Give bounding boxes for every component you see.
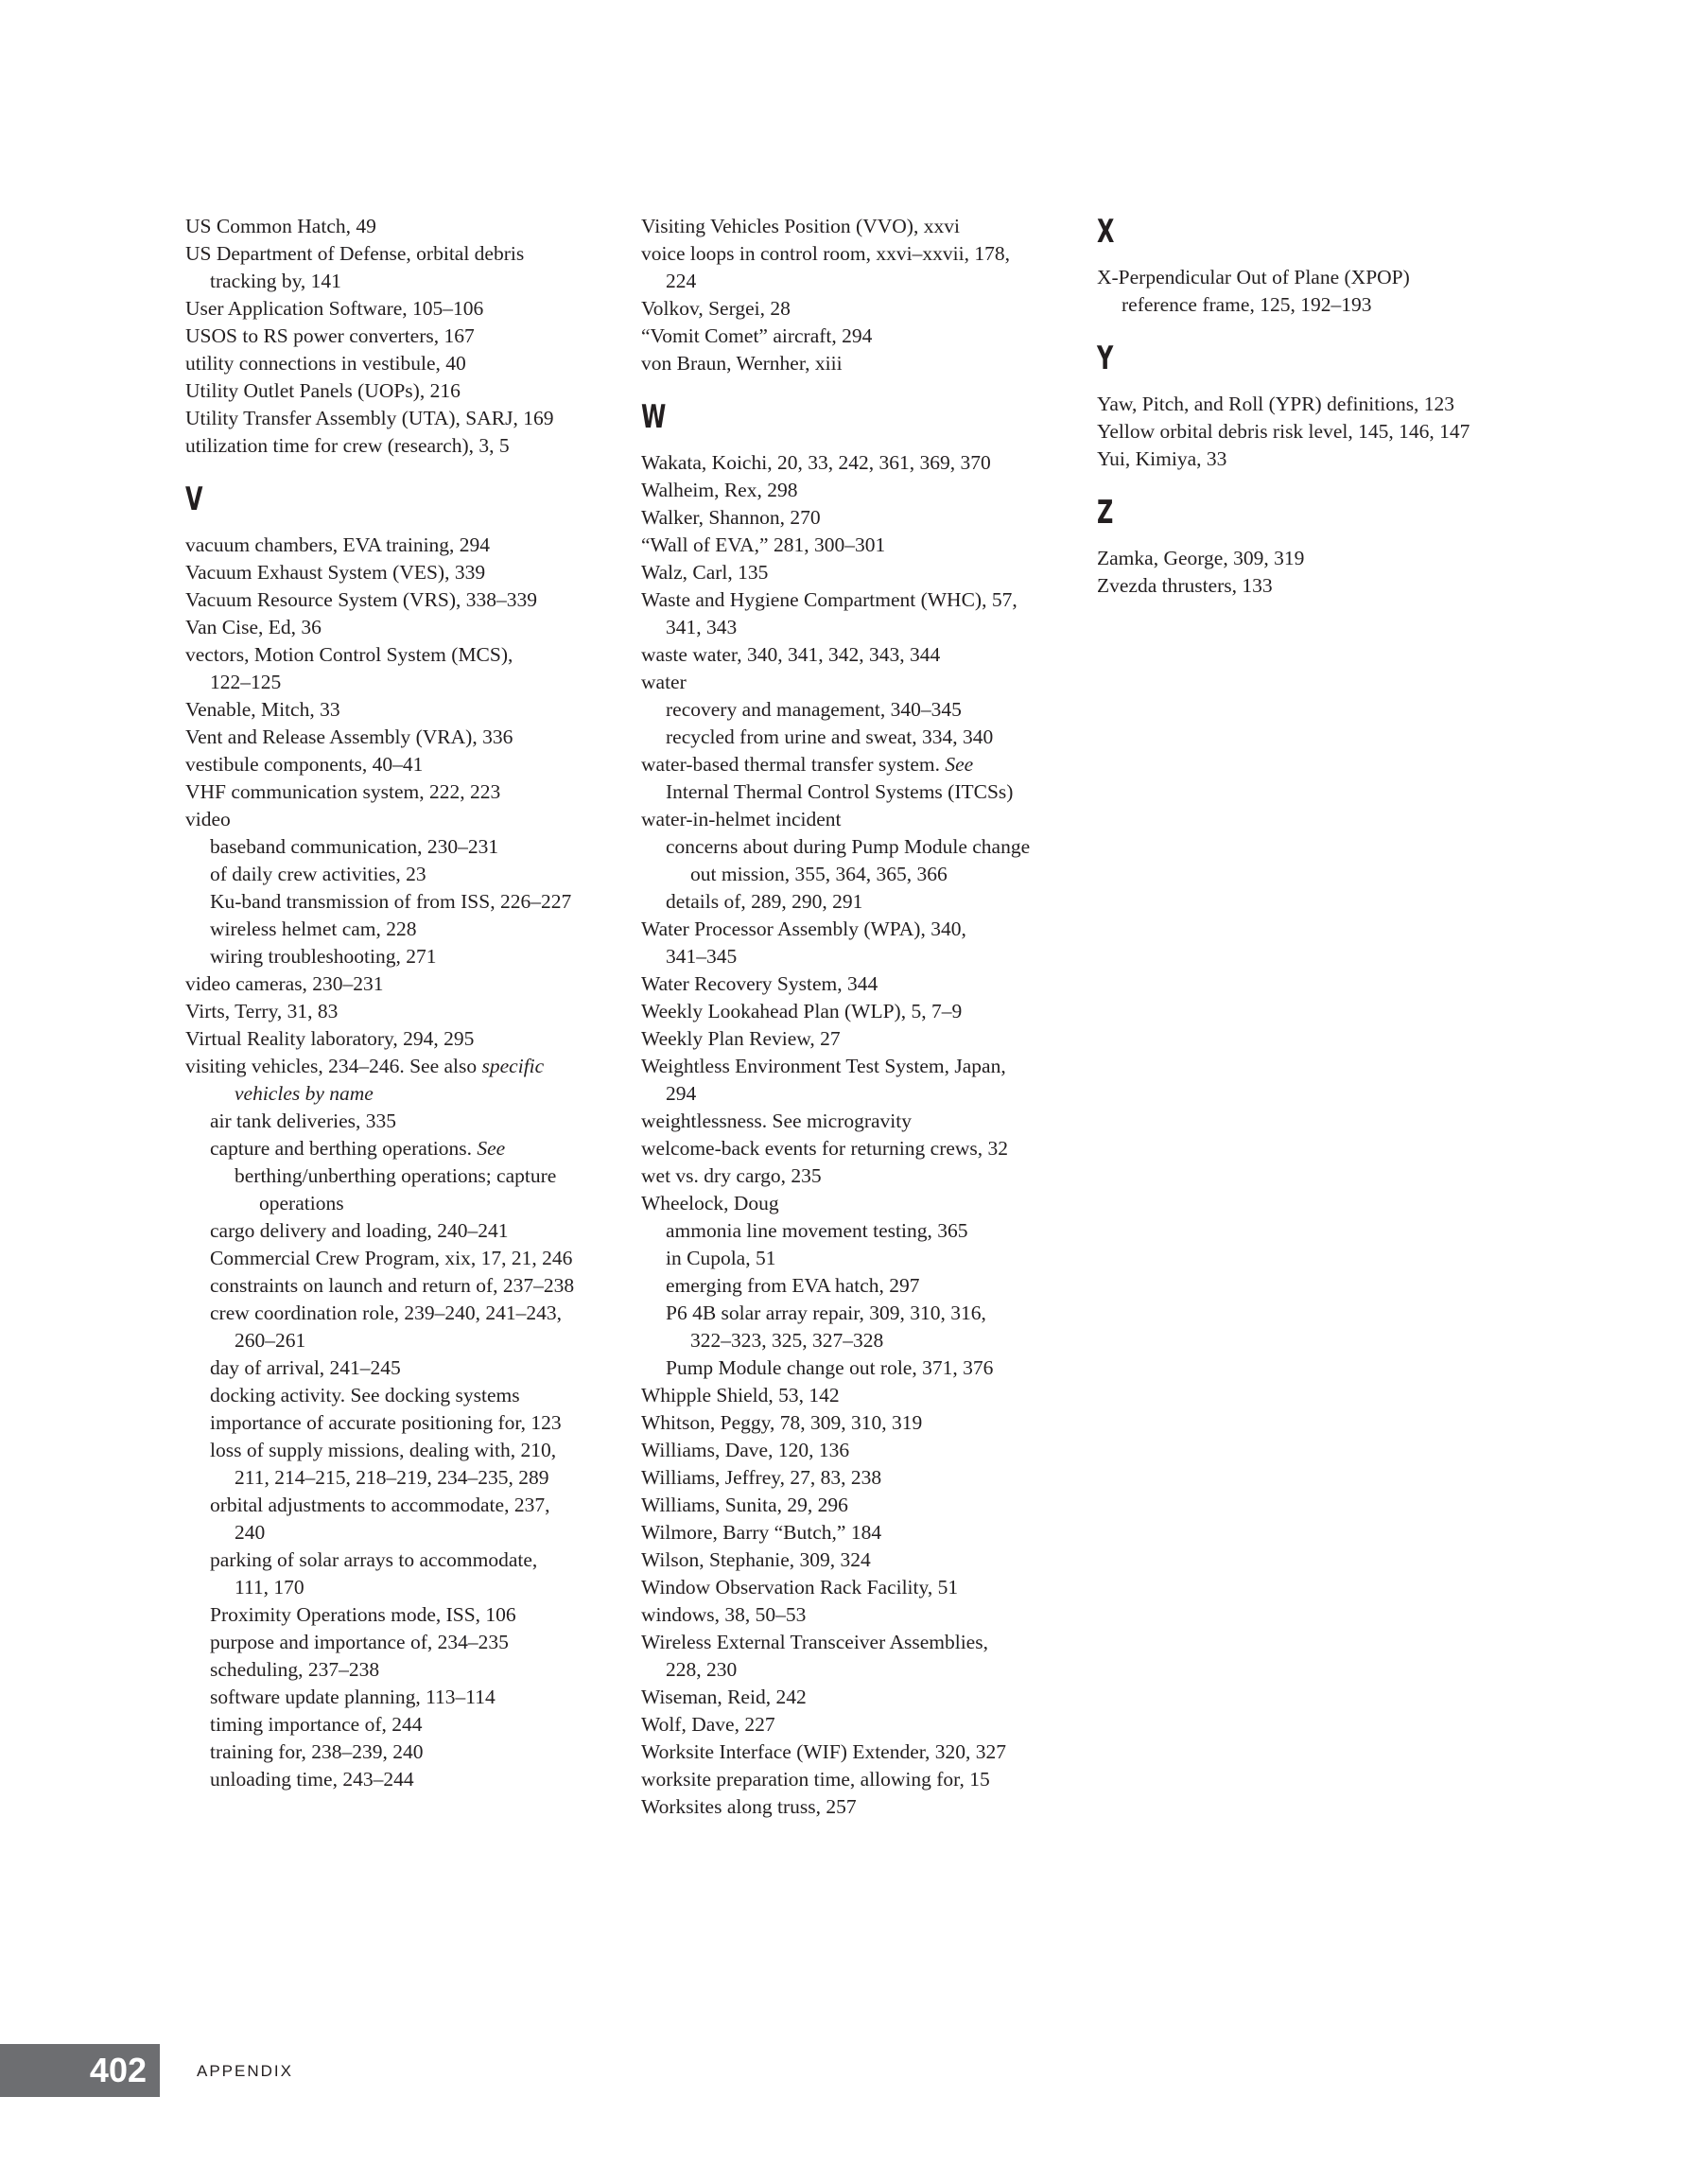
index-entry (185, 405, 611, 432)
section-label: APPENDIX (197, 2062, 293, 2080)
entry-text: Virtual Reality laboratory, 294, 295 (185, 1027, 475, 1050)
entry-text: Vent and Release Assembly (VRA), 336 (185, 725, 513, 748)
entry-text: berthing/unberthing operations; capture (235, 1164, 557, 1187)
index-subentry (641, 888, 1067, 916)
index-entry (185, 778, 611, 806)
entry-text: constraints on launch and return of, 237–238 (210, 1274, 575, 1297)
entry-italic-text: specific (481, 1055, 545, 1077)
index-letter-heading: Z (1097, 494, 1114, 532)
entry-text: Vacuum Resource System (VRS), 338–339 (185, 588, 538, 611)
entry-text: Worksite Interface (WIF) Extender, 320, 327 (641, 1740, 1007, 1763)
entry-text: timing importance of, 244 (210, 1713, 423, 1736)
entry-text: US Department of Defense, orbital debris (185, 242, 525, 265)
index-letter-heading: V (185, 480, 203, 518)
index-entry (641, 323, 1067, 350)
entry-text: welcome-back events for returning crews, 32 (641, 1137, 1009, 1160)
entry-text: loss of supply missions, dealing with, 210, (210, 1439, 557, 1461)
index-entry (1097, 572, 1522, 600)
entry-text: training for, 238–239, 240 (210, 1740, 424, 1763)
entry-text: recovery and management, 340–345 (666, 698, 962, 721)
index-letter-heading: Y (1097, 340, 1114, 377)
entry-text: in Cupola, 51 (666, 1247, 776, 1269)
index-entry-continuation (185, 669, 611, 696)
index-entry (185, 614, 611, 641)
index-entry-continuation (1097, 291, 1522, 319)
index-entry-continuation (641, 943, 1067, 970)
entry-text: day of arrival, 241–245 (210, 1356, 401, 1379)
index-entry (641, 806, 1067, 833)
index-entry (641, 1025, 1067, 1053)
entry-text: 341–345 (666, 945, 738, 968)
entry-text: Yui, Kimiya, 33 (1097, 447, 1227, 470)
index-entry (185, 586, 611, 614)
entry-text: Venable, Mitch, 33 (185, 698, 340, 721)
index-entry (185, 213, 611, 240)
entry-text: cargo delivery and loading, 240–241 (210, 1219, 509, 1242)
entry-text: ammonia line movement testing, 365 (666, 1219, 968, 1242)
entry-text: capture and berthing operations. (210, 1137, 478, 1160)
index-entry (641, 1437, 1067, 1464)
entry-text: concerns about during Pump Module change (666, 835, 1031, 858)
entry-text: Walker, Shannon, 270 (641, 506, 821, 529)
index-entry (185, 806, 611, 833)
index-entry (641, 1492, 1067, 1519)
index-entry (641, 916, 1067, 943)
entry-text: orbital adjustments to accommodate, 237, (210, 1494, 550, 1516)
entry-text: worksite preparation time, allowing for, 15 (641, 1768, 990, 1791)
entry-text: 211, 214–215, 218–219, 234–235, 289 (235, 1466, 549, 1489)
index-subentry (185, 1546, 611, 1574)
index-subentry (185, 1409, 611, 1437)
entry-text: Vacuum Exhaust System (VES), 339 (185, 561, 486, 584)
entry-text: unloading time, 243–244 (210, 1768, 414, 1791)
index-column-3 (1097, 213, 1522, 600)
entry-text: Zvezda thrusters, 133 (1097, 574, 1273, 597)
index-subentry (185, 1245, 611, 1272)
index-subentry (185, 888, 611, 916)
index-letter-heading: X (1097, 213, 1115, 251)
entry-text: VHF communication system, 222, 223 (185, 780, 501, 803)
index-entry (641, 1601, 1067, 1629)
page-number-tab (0, 2044, 160, 2097)
index-subentry (185, 1135, 611, 1162)
index-subentry-continuation (185, 1574, 611, 1601)
entry-text: wireless helmet cam, 228 (210, 917, 417, 940)
index-subentry-continuation (185, 1519, 611, 1546)
entry-text: docking activity. See docking systems (210, 1384, 520, 1406)
entry-text: Zamka, George, 309, 319 (1097, 547, 1305, 569)
index-entry (641, 1162, 1067, 1190)
index-column-2 (641, 213, 1067, 1821)
entry-text: wiring troubleshooting, 271 (210, 945, 437, 968)
index-entry (641, 1190, 1067, 1217)
entry-text: Volkov, Sergei, 28 (641, 297, 791, 320)
index-subentry (641, 1300, 1067, 1327)
entry-text: Yaw, Pitch, and Roll (YPR) definitions, 123 (1097, 393, 1455, 415)
entry-text: crew coordination role, 239–240, 241–243, (210, 1302, 562, 1324)
index-entry (641, 477, 1067, 504)
index-subentry (185, 861, 611, 888)
index-entry (641, 1053, 1067, 1080)
index-subentry-continuation (185, 1190, 611, 1217)
entry-text: 240 (235, 1521, 266, 1544)
entry-text: vestibule components, 40–41 (185, 753, 424, 776)
index-subentry (185, 1766, 611, 1793)
index-entry (185, 998, 611, 1025)
entry-text: video (185, 808, 231, 830)
entry-text: visiting vehicles, 234–246. See also (185, 1055, 482, 1077)
index-subentry (185, 1300, 611, 1327)
index-entry (1097, 446, 1522, 473)
index-subentry (185, 1108, 611, 1135)
entry-text: Wheelock, Doug (641, 1192, 779, 1214)
entry-italic-text: See (945, 753, 974, 776)
entry-text: water (641, 671, 687, 693)
index-entry (185, 532, 611, 559)
entry-text: scheduling, 237–238 (210, 1658, 380, 1681)
entry-text: Waste and Hygiene Compartment (WHC), 57, (641, 588, 1017, 611)
entry-text: details of, 289, 290, 291 (666, 890, 863, 913)
entry-text: air tank deliveries, 335 (210, 1109, 397, 1132)
index-entry (1097, 264, 1522, 291)
index-subentry (185, 916, 611, 943)
entry-text: emerging from EVA hatch, 297 (666, 1274, 920, 1297)
index-entry (185, 432, 611, 460)
entry-text: water-based thermal transfer system. (641, 753, 946, 776)
index-subentry-continuation (641, 861, 1067, 888)
index-subentry (641, 1245, 1067, 1272)
index-subentry (185, 1684, 611, 1711)
index-subentry (185, 1382, 611, 1409)
index-entry-continuation (641, 1080, 1067, 1108)
entry-text: Wilson, Stephanie, 309, 324 (641, 1548, 871, 1571)
entry-text: 224 (666, 270, 697, 292)
entry-text: 341, 343 (666, 616, 738, 638)
index-entry (641, 295, 1067, 323)
index-entry-continuation (185, 268, 611, 295)
entry-text: Van Cise, Ed, 36 (185, 616, 322, 638)
entry-text: Internal Thermal Control Systems (ITCSs) (666, 780, 1014, 803)
entry-text: Utility Transfer Assembly (UTA), SARJ, 169 (185, 407, 554, 429)
index-entry (641, 1711, 1067, 1738)
index-entry (641, 1766, 1067, 1793)
index-entry-continuation (641, 1656, 1067, 1684)
index-entry-continuation (641, 268, 1067, 295)
index-entry (185, 641, 611, 669)
entry-text: waste water, 340, 341, 342, 343, 344 (641, 643, 941, 666)
entry-text: Yellow orbital debris risk level, 145, 146, 147 (1097, 420, 1470, 443)
entry-text: Weightless Environment Test System, Japan, (641, 1055, 1006, 1077)
entry-text: wet vs. dry cargo, 235 (641, 1164, 822, 1187)
entry-text: 294 (666, 1082, 697, 1105)
entry-text: voice loops in control room, xxvi–xxvii, 178, (641, 242, 1010, 265)
index-entry (641, 1684, 1067, 1711)
index-entry (185, 295, 611, 323)
index-entry (641, 1546, 1067, 1574)
index-entry (641, 1629, 1067, 1656)
entry-text: out mission, 355, 364, 365, 366 (690, 863, 948, 885)
index-entry (185, 377, 611, 405)
index-subentry-continuation (185, 1162, 611, 1190)
entry-text: Proximity Operations mode, ISS, 106 (210, 1603, 516, 1626)
entry-text: utility connections in vestibule, 40 (185, 352, 466, 375)
entry-text: Wolf, Dave, 227 (641, 1713, 775, 1736)
entry-text: 122–125 (210, 671, 282, 693)
entry-text: of daily crew activities, 23 (210, 863, 426, 885)
entry-text: Williams, Jeffrey, 27, 83, 238 (641, 1466, 882, 1489)
index-subentry (185, 1354, 611, 1382)
entry-text: Williams, Dave, 120, 136 (641, 1439, 850, 1461)
index-entry (641, 970, 1067, 998)
entry-text: Wakata, Koichi, 20, 33, 242, 361, 369, 370 (641, 451, 991, 474)
entry-text: X-Perpendicular Out of Plane (XPOP) (1097, 266, 1410, 288)
index-entry (185, 751, 611, 778)
index-subentry (185, 943, 611, 970)
entry-text: US Common Hatch, 49 (185, 215, 376, 237)
entry-text: software update planning, 113–114 (210, 1686, 496, 1708)
entry-text: water-in-helmet incident (641, 808, 842, 830)
index-subentry (185, 1437, 611, 1464)
index-letter-heading: W (641, 398, 667, 436)
entry-text: Whitson, Peggy, 78, 309, 310, 319 (641, 1411, 923, 1434)
entry-text: Weekly Lookahead Plan (WLP), 5, 7–9 (641, 1000, 963, 1022)
index-subentry (185, 1217, 611, 1245)
index-entry (641, 213, 1067, 240)
index-subentry (185, 1738, 611, 1766)
index-entry (185, 350, 611, 377)
entry-text: Utility Outlet Panels (UOPs), 216 (185, 379, 461, 402)
index-entry (185, 1025, 611, 1053)
index-entry (185, 240, 611, 268)
index-entry (641, 504, 1067, 532)
entry-text: P6 4B solar array repair, 309, 310, 316, (666, 1302, 986, 1324)
index-subentry (185, 1272, 611, 1300)
index-subentry (185, 833, 611, 861)
index-entry-continuation (641, 778, 1067, 806)
entry-text: “Wall of EVA,” 281, 300–301 (641, 533, 886, 556)
index-subentry-continuation (185, 1464, 611, 1492)
entry-text: Water Recovery System, 344 (641, 972, 878, 995)
index-entry (641, 449, 1067, 477)
entry-text: Virts, Terry, 31, 83 (185, 1000, 339, 1022)
entry-text: “Vomit Comet” aircraft, 294 (641, 324, 873, 347)
entry-text: baseband communication, 230–231 (210, 835, 499, 858)
index-entry (641, 1519, 1067, 1546)
index-subentry (185, 1629, 611, 1656)
index-entry (641, 1108, 1067, 1135)
index-subentry (641, 724, 1067, 751)
entry-text: windows, 38, 50–53 (641, 1603, 807, 1626)
index-entry (641, 751, 1067, 778)
page-number: 402 (89, 2051, 147, 2089)
entry-text: Worksites along truss, 257 (641, 1795, 857, 1818)
index-entry (641, 641, 1067, 669)
index-subentry (185, 1492, 611, 1519)
entry-text: Wiseman, Reid, 242 (641, 1686, 807, 1708)
index-entry (185, 1053, 611, 1080)
entry-text: Commercial Crew Program, xix, 17, 21, 246 (210, 1247, 573, 1269)
entry-text: User Application Software, 105–106 (185, 297, 484, 320)
entry-text: Visiting Vehicles Position (VVO), xxvi (641, 215, 960, 237)
entry-text: purpose and importance of, 234–235 (210, 1631, 509, 1653)
entry-text: Whipple Shield, 53, 142 (641, 1384, 840, 1406)
index-entry-continuation (185, 1080, 611, 1108)
entry-text: utilization time for crew (research), 3, 5 (185, 434, 510, 457)
index-subentry (641, 1217, 1067, 1245)
index-column-1 (185, 213, 611, 1793)
entry-text: Walheim, Rex, 298 (641, 479, 798, 501)
index-entry (641, 1574, 1067, 1601)
index-entry (185, 559, 611, 586)
index-subentry (641, 1354, 1067, 1382)
entry-text: Walz, Carl, 135 (641, 561, 769, 584)
index-entry (641, 669, 1067, 696)
index-subentry (641, 696, 1067, 724)
index-entry (185, 724, 611, 751)
entry-text: von Braun, Wernher, xiii (641, 352, 843, 375)
entry-italic-text: See (477, 1137, 506, 1160)
entry-text: 111, 170 (235, 1576, 304, 1599)
entry-text: video cameras, 230–231 (185, 972, 384, 995)
entry-text: recycled from urine and sweat, 334, 340 (666, 725, 994, 748)
entry-text: Water Processor Assembly (WPA), 340, (641, 917, 966, 940)
entry-text: operations (259, 1192, 344, 1214)
entry-text: Pump Module change out role, 371, 376 (666, 1356, 994, 1379)
index-entry (641, 1464, 1067, 1492)
index-entry (641, 998, 1067, 1025)
index-subentry-continuation (185, 1327, 611, 1354)
entry-text: tracking by, 141 (210, 270, 341, 292)
index-entry (641, 1793, 1067, 1821)
index-entry (185, 323, 611, 350)
entry-text: importance of accurate positioning for, 123 (210, 1411, 562, 1434)
index-entry (1097, 418, 1522, 446)
index-subentry (185, 1656, 611, 1684)
entry-text: Wilmore, Barry “Butch,” 184 (641, 1521, 882, 1544)
index-subentry (641, 833, 1067, 861)
entry-text: 322–323, 325, 327–328 (690, 1329, 884, 1352)
index-subentry (185, 1711, 611, 1738)
index-entry (185, 970, 611, 998)
index-entry (1097, 545, 1522, 572)
entry-text: reference frame, 125, 192–193 (1122, 293, 1372, 316)
index-subentry-continuation (641, 1327, 1067, 1354)
index-entry (641, 532, 1067, 559)
index-entry (185, 696, 611, 724)
index-entry (641, 586, 1067, 614)
entry-text: weightlessness. See microgravity (641, 1109, 913, 1132)
index-entry (641, 1382, 1067, 1409)
entry-text: 260–261 (235, 1329, 306, 1352)
index-entry (641, 1738, 1067, 1766)
index-entry (1097, 391, 1522, 418)
entry-text: Ku-band transmission of from ISS, 226–227 (210, 890, 572, 913)
entry-text: Wireless External Transceiver Assemblies, (641, 1631, 988, 1653)
index-entry (641, 1135, 1067, 1162)
index-subentry (641, 1272, 1067, 1300)
index-entry-continuation (641, 614, 1067, 641)
index-entry (641, 350, 1067, 377)
entry-italic-text: vehicles by name (235, 1082, 374, 1105)
index-entry (641, 240, 1067, 268)
index-entry (641, 559, 1067, 586)
entry-text: vacuum chambers, EVA training, 294 (185, 533, 491, 556)
index-subentry (185, 1601, 611, 1629)
entry-text: 228, 230 (666, 1658, 738, 1681)
entry-text: USOS to RS power converters, 167 (185, 324, 475, 347)
entry-text: Williams, Sunita, 29, 296 (641, 1494, 848, 1516)
entry-text: Weekly Plan Review, 27 (641, 1027, 841, 1050)
index-entry (641, 1409, 1067, 1437)
entry-text: vectors, Motion Control System (MCS), (185, 643, 513, 666)
entry-text: Window Observation Rack Facility, 51 (641, 1576, 959, 1599)
entry-text: parking of solar arrays to accommodate, (210, 1548, 538, 1571)
